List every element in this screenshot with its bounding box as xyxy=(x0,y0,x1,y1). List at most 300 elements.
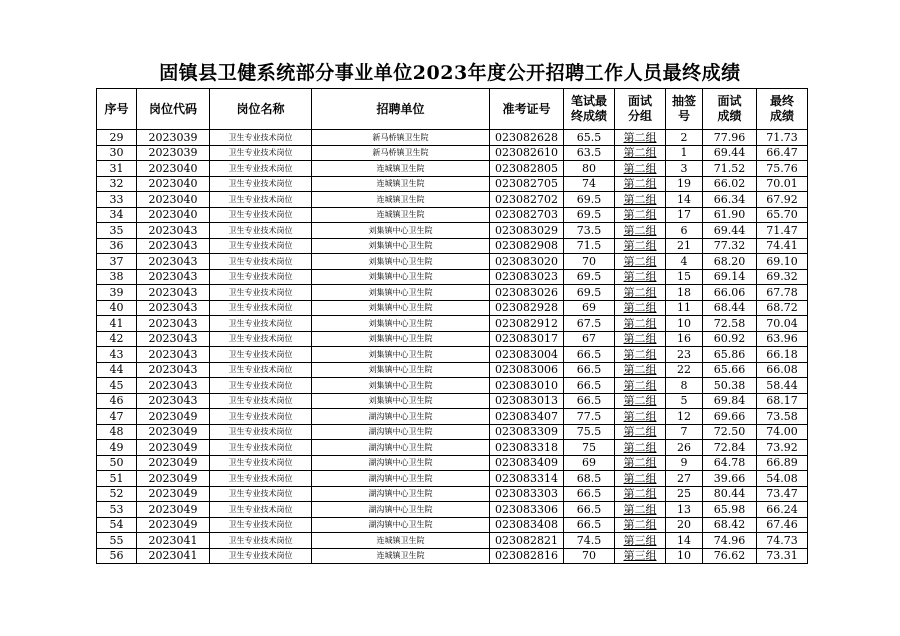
cell-interview: 64.78 xyxy=(703,455,757,471)
table-header-row xyxy=(97,89,808,130)
cell-code: 2023049 xyxy=(137,455,210,471)
cell-ticket: 023082703 xyxy=(490,207,564,223)
cell-seq: 35 xyxy=(97,223,137,239)
cell-position: 卫生专业技术岗位 xyxy=(210,548,312,564)
cell-position: 卫生专业技术岗位 xyxy=(210,347,312,363)
cell-code: 2023043 xyxy=(137,347,210,363)
table-row xyxy=(97,502,808,518)
cell-position: 卫生专业技术岗位 xyxy=(210,440,312,456)
cell-final: 70.01 xyxy=(757,176,808,192)
cell-unit: 刘集镇中心卫生院 xyxy=(312,254,490,270)
cell-draw: 14 xyxy=(666,192,703,208)
cell-draw: 26 xyxy=(666,440,703,456)
cell-draw: 15 xyxy=(666,269,703,285)
cell-unit: 连城镇卫生院 xyxy=(312,192,490,208)
cell-position: 卫生专业技术岗位 xyxy=(210,517,312,533)
cell-seq: 40 xyxy=(97,300,137,316)
cell-written: 70 xyxy=(564,548,615,564)
cell-interview: 69.44 xyxy=(703,223,757,239)
cell-seq: 56 xyxy=(97,548,137,564)
cell-written: 66.5 xyxy=(564,502,615,518)
cell-unit: 刘集镇中心卫生院 xyxy=(312,347,490,363)
cell-seq: 49 xyxy=(97,440,137,456)
cell-draw: 8 xyxy=(666,378,703,394)
cell-ticket: 023083408 xyxy=(490,517,564,533)
cell-seq: 53 xyxy=(97,502,137,518)
cell-group: 第二组 xyxy=(615,285,666,301)
cell-unit: 刘集镇中心卫生院 xyxy=(312,362,490,378)
cell-group: 第二组 xyxy=(615,424,666,440)
cell-ticket: 023082908 xyxy=(490,238,564,254)
cell-group: 第二组 xyxy=(615,223,666,239)
cell-final: 54.08 xyxy=(757,471,808,487)
cell-ticket: 023082805 xyxy=(490,161,564,177)
cell-interview: 65.66 xyxy=(703,362,757,378)
cell-final: 66.89 xyxy=(757,455,808,471)
cell-written: 69.5 xyxy=(564,207,615,223)
cell-group: 第二组 xyxy=(615,331,666,347)
cell-interview: 69.14 xyxy=(703,269,757,285)
cell-draw: 20 xyxy=(666,517,703,533)
cell-ticket: 023083026 xyxy=(490,285,564,301)
cell-code: 2023040 xyxy=(137,192,210,208)
header-ticket: 准考证号 xyxy=(490,89,564,130)
cell-seq: 34 xyxy=(97,207,137,223)
cell-written: 66.5 xyxy=(564,362,615,378)
cell-unit: 新马桥镇卫生院 xyxy=(312,145,490,161)
cell-interview: 71.52 xyxy=(703,161,757,177)
cell-written: 69.5 xyxy=(564,285,615,301)
cell-ticket: 023083407 xyxy=(490,409,564,425)
table-row xyxy=(97,393,808,409)
table-row xyxy=(97,285,808,301)
cell-seq: 46 xyxy=(97,393,137,409)
cell-interview: 50.38 xyxy=(703,378,757,394)
cell-position: 卫生专业技术岗位 xyxy=(210,254,312,270)
table-row xyxy=(97,238,808,254)
cell-ticket: 023082702 xyxy=(490,192,564,208)
table-row xyxy=(97,130,808,146)
cell-group: 第二组 xyxy=(615,207,666,223)
cell-written: 66.5 xyxy=(564,517,615,533)
cell-position: 卫生专业技术岗位 xyxy=(210,424,312,440)
cell-final: 66.18 xyxy=(757,347,808,363)
table-row xyxy=(97,455,808,471)
cell-position: 卫生专业技术岗位 xyxy=(210,238,312,254)
cell-group: 第二组 xyxy=(615,440,666,456)
cell-draw: 27 xyxy=(666,471,703,487)
cell-ticket: 023083010 xyxy=(490,378,564,394)
cell-ticket: 023083017 xyxy=(490,331,564,347)
cell-seq: 38 xyxy=(97,269,137,285)
cell-position: 卫生专业技术岗位 xyxy=(210,409,312,425)
cell-draw: 21 xyxy=(666,238,703,254)
cell-final: 68.72 xyxy=(757,300,808,316)
cell-draw: 19 xyxy=(666,176,703,192)
cell-written: 74 xyxy=(564,176,615,192)
cell-ticket: 023083318 xyxy=(490,440,564,456)
cell-final: 71.73 xyxy=(757,130,808,146)
cell-unit: 连城镇卫生院 xyxy=(312,548,490,564)
cell-ticket: 023083409 xyxy=(490,455,564,471)
cell-unit: 连城镇卫生院 xyxy=(312,533,490,549)
cell-unit: 湖沟镇中心卫生院 xyxy=(312,424,490,440)
cell-code: 2023040 xyxy=(137,176,210,192)
cell-final: 66.08 xyxy=(757,362,808,378)
cell-code: 2023041 xyxy=(137,533,210,549)
cell-ticket: 023083029 xyxy=(490,223,564,239)
cell-position: 卫生专业技术岗位 xyxy=(210,393,312,409)
cell-draw: 4 xyxy=(666,254,703,270)
cell-position: 卫生专业技术岗位 xyxy=(210,486,312,502)
cell-ticket: 023083314 xyxy=(490,471,564,487)
cell-code: 2023049 xyxy=(137,486,210,502)
cell-group: 第二组 xyxy=(615,347,666,363)
cell-seq: 36 xyxy=(97,238,137,254)
cell-code: 2023041 xyxy=(137,548,210,564)
cell-interview: 68.20 xyxy=(703,254,757,270)
header-code: 岗位代码 xyxy=(137,89,210,130)
cell-seq: 54 xyxy=(97,517,137,533)
cell-position: 卫生专业技术岗位 xyxy=(210,285,312,301)
cell-group: 第二组 xyxy=(615,254,666,270)
cell-interview: 65.86 xyxy=(703,347,757,363)
table-row xyxy=(97,486,808,502)
table-row xyxy=(97,269,808,285)
cell-group: 第二组 xyxy=(615,316,666,332)
cell-group: 第二组 xyxy=(615,269,666,285)
cell-unit: 刘集镇中心卫生院 xyxy=(312,285,490,301)
cell-interview: 77.32 xyxy=(703,238,757,254)
cell-unit: 刘集镇中心卫生院 xyxy=(312,223,490,239)
cell-group: 第二组 xyxy=(615,486,666,502)
cell-group: 第二组 xyxy=(615,517,666,533)
table-row xyxy=(97,548,808,564)
cell-unit: 湖沟镇中心卫生院 xyxy=(312,471,490,487)
cell-final: 66.24 xyxy=(757,502,808,518)
cell-interview: 72.50 xyxy=(703,424,757,440)
cell-final: 73.58 xyxy=(757,409,808,425)
cell-unit: 刘集镇中心卫生院 xyxy=(312,238,490,254)
cell-unit: 湖沟镇中心卫生院 xyxy=(312,517,490,533)
cell-position: 卫生专业技术岗位 xyxy=(210,161,312,177)
cell-group: 第三组 xyxy=(615,533,666,549)
cell-seq: 55 xyxy=(97,533,137,549)
table-row xyxy=(97,207,808,223)
header-interview: 面试 成绩 xyxy=(703,89,757,130)
table-row xyxy=(97,254,808,270)
cell-written: 69 xyxy=(564,300,615,316)
cell-ticket: 023083006 xyxy=(490,362,564,378)
cell-draw: 11 xyxy=(666,300,703,316)
cell-interview: 68.42 xyxy=(703,517,757,533)
cell-seq: 33 xyxy=(97,192,137,208)
cell-draw: 18 xyxy=(666,285,703,301)
cell-code: 2023043 xyxy=(137,378,210,394)
cell-final: 73.31 xyxy=(757,548,808,564)
cell-position: 卫生专业技术岗位 xyxy=(210,145,312,161)
cell-draw: 13 xyxy=(666,502,703,518)
cell-position: 卫生专业技术岗位 xyxy=(210,300,312,316)
cell-position: 卫生专业技术岗位 xyxy=(210,130,312,146)
cell-unit: 连城镇卫生院 xyxy=(312,176,490,192)
cell-final: 68.17 xyxy=(757,393,808,409)
cell-position: 卫生专业技术岗位 xyxy=(210,331,312,347)
cell-seq: 42 xyxy=(97,331,137,347)
cell-code: 2023049 xyxy=(137,517,210,533)
table-row xyxy=(97,176,808,192)
cell-written: 69.5 xyxy=(564,192,615,208)
cell-interview: 69.84 xyxy=(703,393,757,409)
cell-written: 66.5 xyxy=(564,486,615,502)
cell-written: 73.5 xyxy=(564,223,615,239)
cell-code: 2023049 xyxy=(137,440,210,456)
table-row xyxy=(97,471,808,487)
cell-final: 73.92 xyxy=(757,440,808,456)
cell-code: 2023043 xyxy=(137,331,210,347)
cell-final: 58.44 xyxy=(757,378,808,394)
cell-draw: 25 xyxy=(666,486,703,502)
cell-seq: 31 xyxy=(97,161,137,177)
cell-code: 2023043 xyxy=(137,393,210,409)
cell-unit: 刘集镇中心卫生院 xyxy=(312,393,490,409)
cell-unit: 湖沟镇中心卫生院 xyxy=(312,455,490,471)
cell-written: 77.5 xyxy=(564,409,615,425)
cell-written: 74.5 xyxy=(564,533,615,549)
cell-ticket: 023083303 xyxy=(490,486,564,502)
cell-seq: 41 xyxy=(97,316,137,332)
cell-interview: 66.06 xyxy=(703,285,757,301)
cell-final: 67.78 xyxy=(757,285,808,301)
cell-final: 70.04 xyxy=(757,316,808,332)
cell-final: 63.96 xyxy=(757,331,808,347)
cell-group: 第二组 xyxy=(615,192,666,208)
cell-ticket: 023083309 xyxy=(490,424,564,440)
cell-unit: 湖沟镇中心卫生院 xyxy=(312,440,490,456)
header-position: 岗位名称 xyxy=(210,89,312,130)
table-row xyxy=(97,517,808,533)
table-row xyxy=(97,316,808,332)
cell-position: 卫生专业技术岗位 xyxy=(210,176,312,192)
cell-written: 71.5 xyxy=(564,238,615,254)
cell-final: 69.10 xyxy=(757,254,808,270)
cell-group: 第二组 xyxy=(615,145,666,161)
cell-final: 71.47 xyxy=(757,223,808,239)
cell-seq: 52 xyxy=(97,486,137,502)
cell-written: 67 xyxy=(564,331,615,347)
table-row xyxy=(97,145,808,161)
cell-unit: 连城镇卫生院 xyxy=(312,161,490,177)
cell-written: 70 xyxy=(564,254,615,270)
cell-ticket: 023083013 xyxy=(490,393,564,409)
table-row xyxy=(97,409,808,425)
cell-position: 卫生专业技术岗位 xyxy=(210,362,312,378)
cell-code: 2023049 xyxy=(137,471,210,487)
cell-seq: 47 xyxy=(97,409,137,425)
cell-ticket: 023083306 xyxy=(490,502,564,518)
cell-draw: 7 xyxy=(666,424,703,440)
cell-ticket: 023082821 xyxy=(490,533,564,549)
cell-interview: 66.02 xyxy=(703,176,757,192)
cell-ticket: 023082816 xyxy=(490,548,564,564)
cell-unit: 刘集镇中心卫生院 xyxy=(312,300,490,316)
cell-written: 69.5 xyxy=(564,269,615,285)
cell-ticket: 023083020 xyxy=(490,254,564,270)
cell-draw: 10 xyxy=(666,316,703,332)
cell-interview: 76.62 xyxy=(703,548,757,564)
cell-interview: 80.44 xyxy=(703,486,757,502)
cell-written: 67.5 xyxy=(564,316,615,332)
header-written: 笔试最 终成绩 xyxy=(564,89,615,130)
cell-interview: 72.84 xyxy=(703,440,757,456)
cell-group: 第二组 xyxy=(615,130,666,146)
cell-ticket: 023083023 xyxy=(490,269,564,285)
cell-position: 卫生专业技术岗位 xyxy=(210,269,312,285)
cell-interview: 65.98 xyxy=(703,502,757,518)
header-group: 面试 分组 xyxy=(615,89,666,130)
cell-group: 第二组 xyxy=(615,161,666,177)
cell-final: 65.70 xyxy=(757,207,808,223)
table-row xyxy=(97,300,808,316)
table-row xyxy=(97,161,808,177)
header-draw: 抽签 号 xyxy=(666,89,703,130)
cell-interview: 69.44 xyxy=(703,145,757,161)
cell-code: 2023043 xyxy=(137,269,210,285)
cell-group: 第二组 xyxy=(615,455,666,471)
cell-seq: 50 xyxy=(97,455,137,471)
cell-group: 第二组 xyxy=(615,409,666,425)
cell-code: 2023043 xyxy=(137,362,210,378)
cell-interview: 60.92 xyxy=(703,331,757,347)
cell-position: 卫生专业技术岗位 xyxy=(210,207,312,223)
cell-draw: 23 xyxy=(666,347,703,363)
table-row xyxy=(97,424,808,440)
cell-interview: 72.58 xyxy=(703,316,757,332)
table-row xyxy=(97,331,808,347)
cell-position: 卫生专业技术岗位 xyxy=(210,378,312,394)
cell-final: 69.32 xyxy=(757,269,808,285)
page-title: 固镇县卫健系统部分事业单位2023年度公开招聘工作人员最终成绩 xyxy=(159,62,741,84)
cell-final: 67.92 xyxy=(757,192,808,208)
cell-code: 2023040 xyxy=(137,161,210,177)
cell-written: 80 xyxy=(564,161,615,177)
cell-ticket: 023083004 xyxy=(490,347,564,363)
cell-code: 2023039 xyxy=(137,145,210,161)
cell-unit: 刘集镇中心卫生院 xyxy=(312,378,490,394)
cell-code: 2023043 xyxy=(137,254,210,270)
cell-interview: 66.34 xyxy=(703,192,757,208)
cell-code: 2023043 xyxy=(137,223,210,239)
cell-final: 75.76 xyxy=(757,161,808,177)
cell-unit: 连城镇卫生院 xyxy=(312,207,490,223)
cell-interview: 68.44 xyxy=(703,300,757,316)
cell-group: 第二组 xyxy=(615,393,666,409)
table-row xyxy=(97,192,808,208)
cell-code: 2023043 xyxy=(137,238,210,254)
cell-group: 第二组 xyxy=(615,502,666,518)
cell-position: 卫生专业技术岗位 xyxy=(210,316,312,332)
cell-position: 卫生专业技术岗位 xyxy=(210,502,312,518)
cell-unit: 湖沟镇中心卫生院 xyxy=(312,502,490,518)
cell-draw: 6 xyxy=(666,223,703,239)
cell-unit: 刘集镇中心卫生院 xyxy=(312,269,490,285)
cell-group: 第三组 xyxy=(615,548,666,564)
cell-seq: 51 xyxy=(97,471,137,487)
cell-seq: 39 xyxy=(97,285,137,301)
cell-draw: 22 xyxy=(666,362,703,378)
cell-group: 第二组 xyxy=(615,471,666,487)
cell-position: 卫生专业技术岗位 xyxy=(210,471,312,487)
cell-position: 卫生专业技术岗位 xyxy=(210,192,312,208)
cell-group: 第二组 xyxy=(615,176,666,192)
cell-draw: 2 xyxy=(666,130,703,146)
table-row xyxy=(97,440,808,456)
cell-group: 第二组 xyxy=(615,378,666,394)
table-row xyxy=(97,347,808,363)
cell-interview: 74.96 xyxy=(703,533,757,549)
cell-position: 卫生专业技术岗位 xyxy=(210,455,312,471)
results-table xyxy=(96,88,808,564)
header-final: 最终 成绩 xyxy=(757,89,808,130)
cell-code: 2023043 xyxy=(137,316,210,332)
cell-written: 63.5 xyxy=(564,145,615,161)
cell-final: 66.47 xyxy=(757,145,808,161)
cell-group: 第二组 xyxy=(615,238,666,254)
cell-draw: 12 xyxy=(666,409,703,425)
cell-final: 74.73 xyxy=(757,533,808,549)
cell-seq: 30 xyxy=(97,145,137,161)
cell-final: 74.41 xyxy=(757,238,808,254)
cell-draw: 3 xyxy=(666,161,703,177)
cell-seq: 44 xyxy=(97,362,137,378)
cell-unit: 刘集镇中心卫生院 xyxy=(312,316,490,332)
cell-position: 卫生专业技术岗位 xyxy=(210,223,312,239)
cell-final: 67.46 xyxy=(757,517,808,533)
cell-written: 75 xyxy=(564,440,615,456)
cell-written: 68.5 xyxy=(564,471,615,487)
cell-seq: 48 xyxy=(97,424,137,440)
cell-unit: 湖沟镇中心卫生院 xyxy=(312,409,490,425)
cell-written: 66.5 xyxy=(564,378,615,394)
cell-draw: 5 xyxy=(666,393,703,409)
cell-unit: 新马桥镇卫生院 xyxy=(312,130,490,146)
cell-interview: 69.66 xyxy=(703,409,757,425)
table-row xyxy=(97,223,808,239)
cell-unit: 湖沟镇中心卫生院 xyxy=(312,486,490,502)
cell-draw: 9 xyxy=(666,455,703,471)
cell-group: 第二组 xyxy=(615,362,666,378)
table-row xyxy=(97,533,808,549)
cell-seq: 45 xyxy=(97,378,137,394)
cell-seq: 29 xyxy=(97,130,137,146)
cell-draw: 17 xyxy=(666,207,703,223)
cell-code: 2023043 xyxy=(137,285,210,301)
cell-unit: 刘集镇中心卫生院 xyxy=(312,331,490,347)
cell-written: 66.5 xyxy=(564,347,615,363)
cell-draw: 10 xyxy=(666,548,703,564)
cell-code: 2023049 xyxy=(137,502,210,518)
cell-interview: 39.66 xyxy=(703,471,757,487)
cell-draw: 16 xyxy=(666,331,703,347)
cell-ticket: 023082928 xyxy=(490,300,564,316)
cell-ticket: 023082628 xyxy=(490,130,564,146)
cell-written: 75.5 xyxy=(564,424,615,440)
cell-draw: 1 xyxy=(666,145,703,161)
cell-final: 73.47 xyxy=(757,486,808,502)
cell-ticket: 023082610 xyxy=(490,145,564,161)
cell-ticket: 023082912 xyxy=(490,316,564,332)
cell-seq: 32 xyxy=(97,176,137,192)
